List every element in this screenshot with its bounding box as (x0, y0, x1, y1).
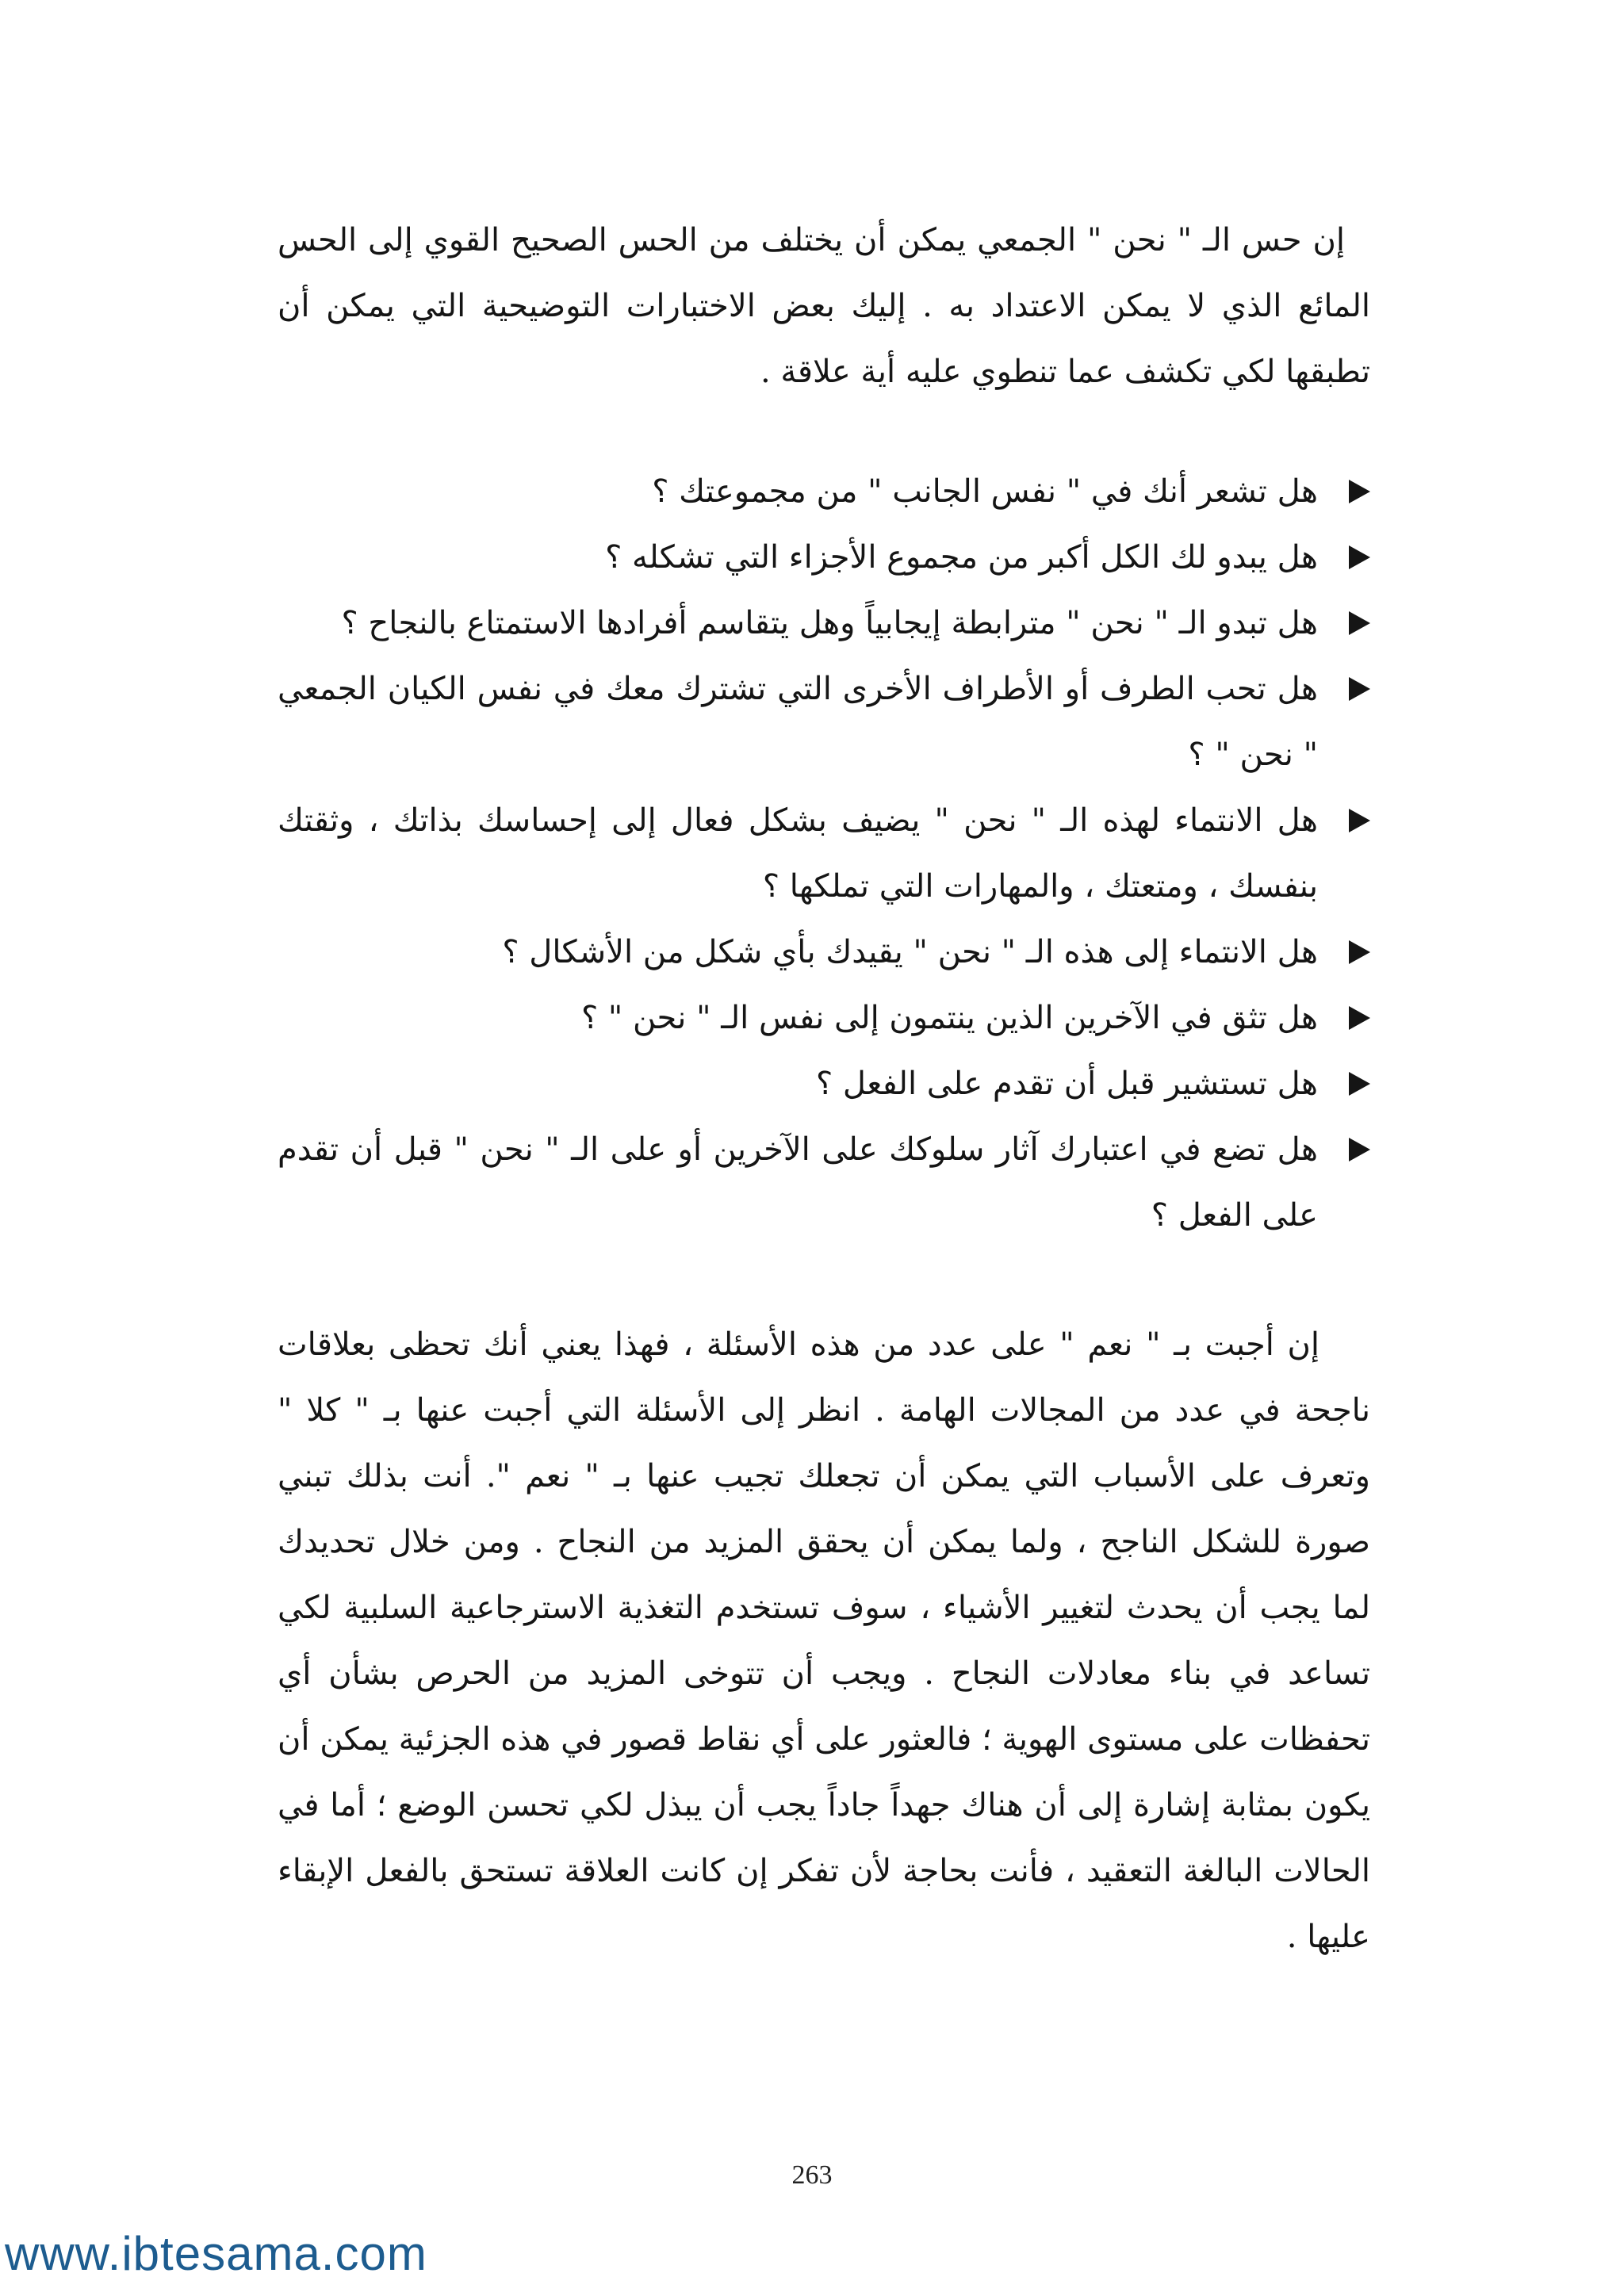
list-item (278, 459, 1370, 525)
question-text: هل يبدو لك الكل أكبر من مجموع الأجزاء التي تشكله ؟ (605, 539, 1318, 576)
intro-paragraph: إن حس الـ " نحن " الجمعي يمكن أن يختلف من الحس الصحيح القوي إلى الحس المائع الذي لا يمكن الاعتداد به . إليك بعض الاختبارات التوضيحية التي يمكن أن تطبقها لكي تكشف عما تنطوي عليه أية علاقة . (278, 222, 1370, 390)
question-text: هل الانتماء إلى هذه الـ " نحن " يقيدك بأي شكل من الأشكال ؟ (502, 934, 1318, 970)
triangle-bullet-icon (1349, 611, 1370, 635)
triangle-bullet-icon (1349, 809, 1370, 832)
list-item (278, 985, 1370, 1051)
question-list (278, 459, 1370, 1249)
question-text: هل تضع في اعتبارك آثار سلوكك على الآخرين أو على الـ " نحن " قبل أن تقدم على الفعل ؟ (278, 1131, 1318, 1234)
question-text: هل تشعر أنك في " نفس الجانب " من مجموعتك ؟ (652, 473, 1318, 510)
triangle-bullet-icon (1349, 1138, 1370, 1161)
triangle-bullet-icon (1349, 1072, 1370, 1096)
question-text: هل تبدو الـ " نحن " مترابطة إيجابياً وهل يتقاسم أفرادها الاستمتاع بالنجاح ؟ (341, 605, 1318, 641)
triangle-bullet-icon (1349, 1006, 1370, 1030)
list-item (278, 1117, 1370, 1249)
page-content (278, 208, 1370, 1970)
question-text: هل الانتماء لهذه الـ " نحن " يضيف بشكل فعال إلى إحساسك بذاتك ، وثقتك بنفسك ، ومتعتك ، والمهارات التي تملكها ؟ (278, 802, 1318, 905)
triangle-bullet-icon (1349, 677, 1370, 701)
list-item (278, 656, 1370, 788)
question-text: هل تستشير قبل أن تقدم على الفعل ؟ (815, 1066, 1318, 1102)
list-item (278, 1051, 1370, 1117)
question-text: هل تحب الطرف أو الأطراف الأخرى التي تشترك معك في نفس الكيان الجمعي " نحن " ؟ (278, 671, 1318, 773)
list-item (278, 591, 1370, 656)
page-number: 263 (791, 2160, 833, 2190)
triangle-bullet-icon (1349, 545, 1370, 569)
triangle-bullet-icon (1349, 480, 1370, 503)
list-item (278, 525, 1370, 591)
question-text: هل تثق في الآخرين الذين ينتمون إلى نفس الـ " نحن " ؟ (580, 1000, 1318, 1036)
list-item (278, 788, 1370, 920)
triangle-bullet-icon (1349, 940, 1370, 964)
list-item (278, 920, 1370, 985)
site-watermark: www.ibtesama.com (5, 2227, 427, 2280)
conclusion-paragraph: إن أجبت بـ " نعم " على عدد من هذه الأسئلة ، فهذا يعني أنك تحظى بعلاقات ناجحة في عدد من المجالات الهامة . انظر إلى الأسئلة التي أجبت عنها بـ " كلا " وتعرف على الأسباب التي يمكن أن تجعلك تجيب عنها بـ " نعم ". أنت بذلك تبني صورة للشكل الناجح ، ولما يمكن أن يحقق المزيد من النجاح . ومن خلال تحديدك لما يجب أن يحدث لتغيير الأشياء ، سوف تستخدم التغذية الاسترجاعية السلبية لكي تساعد في بناء معادلات النجاح . ويجب أن تتوخى المزيد من الحرص بشأن أي تحفظات على مستوى الهوية ؛ فالعثور على أي نقاط قصور في هذه الجزئية يمكن أن يكون بمثابة إشارة إلى أن هناك جهداً جاداً يجب أن يبذل لكي تحسن الوضع ؛ أما في الحالات البالغة التعقيد ، فأنت بحاجة لأن تفكر إن كانت العلاقة تستحق بالفعل الإبقاء عليها . (278, 1326, 1371, 1955)
